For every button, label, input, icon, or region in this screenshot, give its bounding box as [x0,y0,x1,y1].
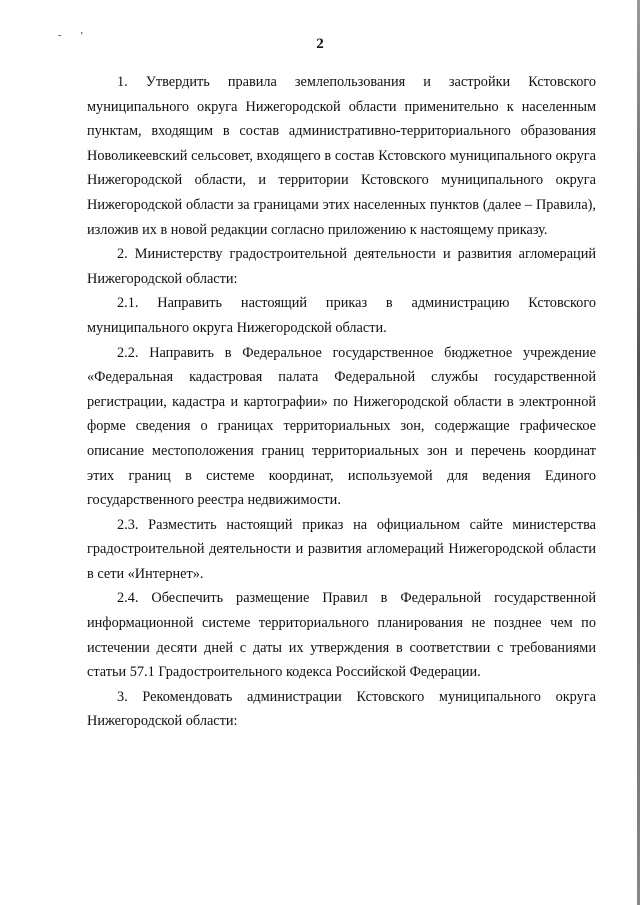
paragraph-item-2-3: 2.3. Разместить настоящий приказ на официальном сайте министерства градостроительной деятельности и развития агломераций Нижегородской области в сети «Интернет». [87,516,596,582]
scan-artifact-mark: ʼ [80,31,84,42]
paragraph-item-3: 3. Рекомендовать администрации Кстовского муниципального округа Нижегородской области: [87,688,596,730]
page-number: 2 [316,36,324,52]
scan-artifact-mark: - [58,30,62,41]
paragraph-item-2-2: 2.2. Направить в Федеральное государственное бюджетное учреждение «Федеральная кадастровая палата Федеральной службы государственной регистрации, кадастра и картографии» по Нижегородской области в электронной форме сведения о границах территориальных зон, содержащие графическое описание местоположения границ территориальных зон и перечень координат этих границ в системе координат, используемой для ведения Единого государственного реестра недвижимости. [87,344,596,509]
paragraph-item-1: 1. Утвердить правила землепользования и застройки Кстовского муниципального округа Нижегородской области применительно к населенным пунктам, входящим в состав административно-территориального образования Новоликеевский сельсовет, входящего в состав Кстовского муниципального округа Нижегородской области, и территории Кстовского муниципального округа Нижегородской области за границами этих населенных пунктов (далее – Правила), изложив их в новой редакции согласно приложению к настоящему приказу. [87,74,596,238]
paragraph-item-2-1: 2.1. Направить настоящий приказ в администрацию Кстовского муниципального округа Нижегородской области. [87,295,596,336]
document-body [87,70,596,734]
paragraph-item-2-4: 2.4. Обеспечить размещение Правил в Федеральной государственной информационной системе территориального планирования не позднее чем по истечении десяти дней с даты их утверждения в соответствии с требованиями статьи 57.1 Градостроительного кодекса Российской Федерации. [87,590,596,681]
paragraph-item-2: 2. Министерству градостроительной деятельности и развития агломераций Нижегородской области: [87,246,596,287]
